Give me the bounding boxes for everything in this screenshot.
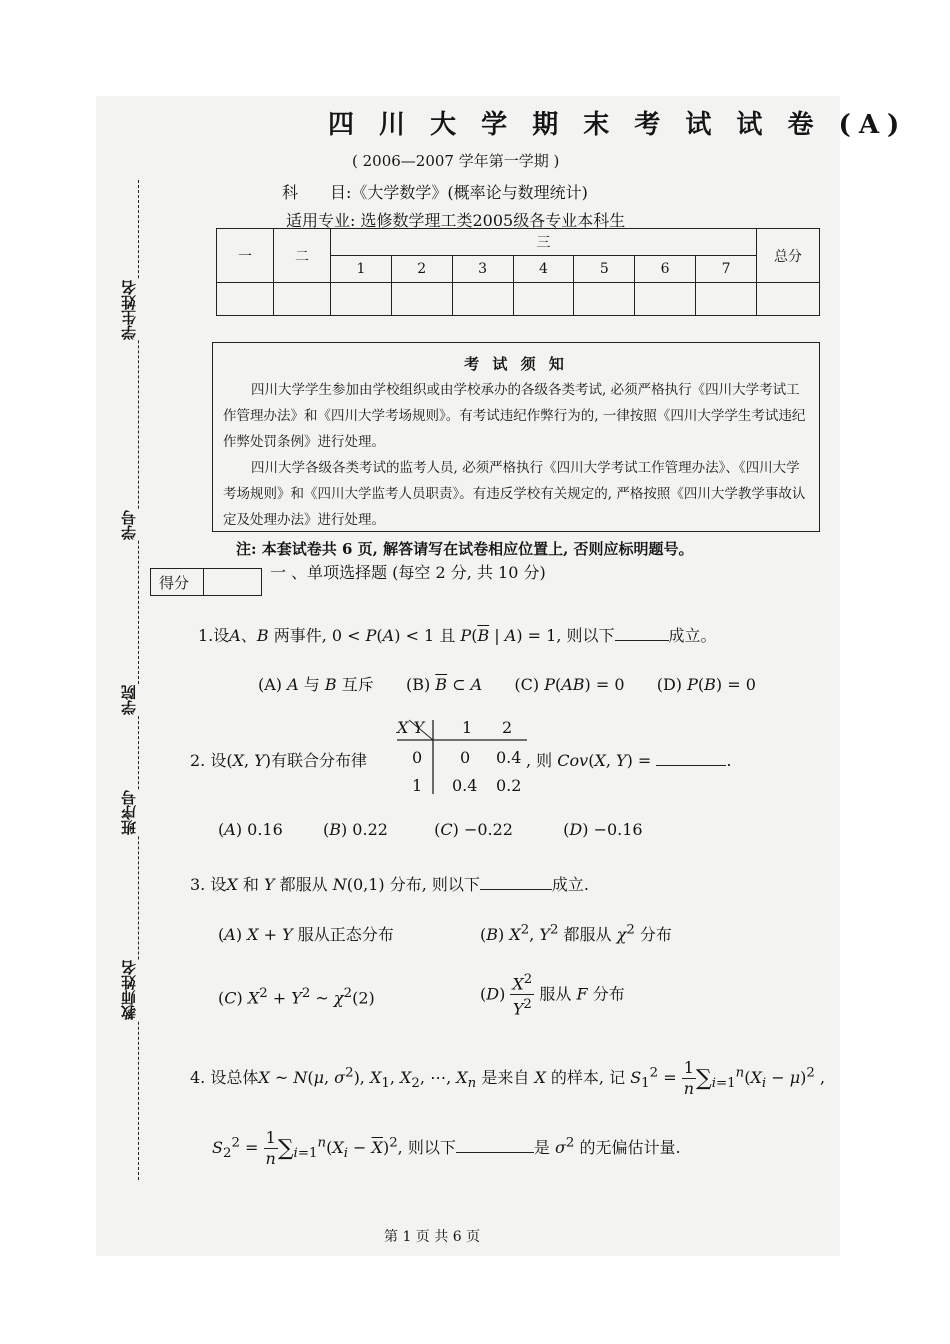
score-cell[interactable]: [391, 283, 452, 316]
q2-option-b[interactable]: (B) 0.22: [322, 820, 388, 839]
q2-option-c[interactable]: (C) −0.22: [434, 820, 513, 839]
question-2-options: [218, 820, 643, 839]
q1-option-a[interactable]: (A) A 与 B 互斥: [258, 675, 374, 694]
q1-option-b[interactable]: (B) $\overline{B}$ ⊂ A: [405, 675, 483, 694]
score-sub: 5: [574, 256, 635, 283]
prob-cell: 0.4: [452, 776, 478, 795]
college-label: 学院: [118, 685, 158, 715]
class-no-label: 班序号: [118, 790, 158, 835]
major-line: 适用专业: 选修数学理工类2005级各专业本科生: [286, 211, 626, 230]
score-cell[interactable]: [635, 283, 696, 316]
x-value: 1: [412, 776, 423, 795]
question-2-stem: 2. 设(X, Y)有联合分布律: [190, 751, 367, 770]
page-title: 四 川 大 学 期 末 考 试 试 卷 (A): [328, 110, 908, 140]
score-sub: 4: [513, 256, 574, 283]
score-total: 总分: [757, 229, 820, 283]
q3-option-c[interactable]: (C) $X^2 + Y^2$ ~ $\chi^2(2)$: [218, 986, 375, 1008]
q2-option-d[interactable]: (D) −0.16: [563, 820, 643, 839]
score-sub: 3: [452, 256, 513, 283]
section-title: 一 、单项选择题 (每空 2 分, 共 10 分): [270, 563, 546, 582]
question-2-stem-tail: , 则 Cov(X, Y) = .: [526, 751, 732, 770]
notice-title: 考 试 须 知: [464, 355, 568, 373]
score-cell[interactable]: [331, 283, 392, 316]
q3-option-d[interactable]: (D) $\frac{X^2}{Y^2}$ 服从 F 分布: [480, 972, 625, 1019]
score-cell[interactable]: [513, 283, 574, 316]
score-cell[interactable]: [696, 283, 757, 316]
student-id-label: 学号: [118, 510, 158, 540]
question-4-stem: 4. 设总体X ~ N(μ, $\sigma^2$), $X_1$, $X_2$, ⋯, $X_n$ 是来自 X 的样本, 记 $S_1^2$ = $\frac{1}{n}$ $\sum_{i=1}^n(X_i - \mu)^2$ ,: [190, 1058, 826, 1098]
prob-cell: 0: [460, 748, 471, 767]
score-sub: 1: [331, 256, 392, 283]
header-x-y: X Y: [397, 718, 425, 737]
question-1-options: [258, 672, 756, 695]
score-cell[interactable]: [452, 283, 513, 316]
question-4-stem-2: $S_2^2$ = $\frac{1}{n}$ $\sum_{i=1}^n(X_i - \overline{X})^2$, 则以下 是 $\sigma^2$ 的无偏估计量.: [212, 1128, 681, 1168]
q3-option-a[interactable]: (A) X + Y 服从正态分布: [218, 925, 394, 944]
score-table: [216, 228, 820, 316]
page-footer: 第 1 页 共 6 页: [384, 1229, 481, 1245]
term-line: ( 2006—2007 学年第一学期 ): [352, 152, 560, 170]
score-label: 得分: [159, 574, 190, 592]
subject-line: 科 目:《大学数学》(概率论与数理统计): [282, 183, 588, 202]
score-sub: 7: [696, 256, 757, 283]
section-score-box: [150, 568, 262, 596]
score-cell[interactable]: [757, 283, 820, 316]
question-3-stem: 3. 设X 和 Y 都服从 N(0,1) 分布, 则以下 成立.: [190, 875, 590, 894]
score-col-3: 三: [331, 229, 757, 256]
q1-option-d[interactable]: (D) P(B) = 0: [656, 675, 756, 694]
q2-option-a[interactable]: (A) 0.16: [218, 820, 283, 839]
teacher-name-label: 教师姓名: [118, 960, 158, 1020]
y-value: 1: [462, 718, 473, 737]
score-cell[interactable]: [217, 283, 274, 316]
q3-option-b[interactable]: (B) $X^2$, $Y^2$ 都服从 $\chi^2$ 分布: [480, 922, 672, 944]
notice-paragraph-2: 四川大学各级各类考试的监考人员, 必须严格执行《四川大学考试工作管理办法》、《四川大学考场规则》和《四川大学监考人员职责》。有违反学校有关规定的, 严格按照《四川大学教学事故认定及处理办法》进行处理。: [223, 460, 806, 528]
score-cell[interactable]: [574, 283, 635, 316]
prob-cell: 0.4: [496, 748, 522, 767]
score-sub: 2: [391, 256, 452, 283]
student-name-label: 学生姓名: [118, 280, 158, 340]
y-value: 2: [502, 718, 513, 737]
paper-note: 注: 本套试卷共 6 页, 解答请写在试卷相应位置上, 否则应标明题号。: [236, 540, 694, 558]
score-cell[interactable]: [274, 283, 331, 316]
prob-cell: 0.2: [496, 776, 522, 795]
exam-notice: [212, 342, 820, 532]
x-value: 0: [412, 748, 423, 767]
notice-paragraph-1: 四川大学学生参加由学校组织或由学校承办的各级各类考试, 必须严格执行《四川大学考试工作管理办法》和《四川大学考场规则》。有考试违纪作弊行为的, 一律按照《四川大学学生考试违纪作弊处罚条例》进行处理。: [223, 382, 806, 450]
score-col-2: 二: [274, 229, 331, 283]
question-1-stem: 1.设A、B 两事件, 0 < P(A) < 1 且 $P(\overline{B}$ | A) = 1, 则以下 成立。: [198, 626, 717, 645]
score-col-1: 一: [217, 229, 274, 283]
score-divider: [203, 569, 204, 595]
score-sub: 6: [635, 256, 696, 283]
q1-option-c[interactable]: (C) P(AB) = 0: [514, 675, 625, 694]
